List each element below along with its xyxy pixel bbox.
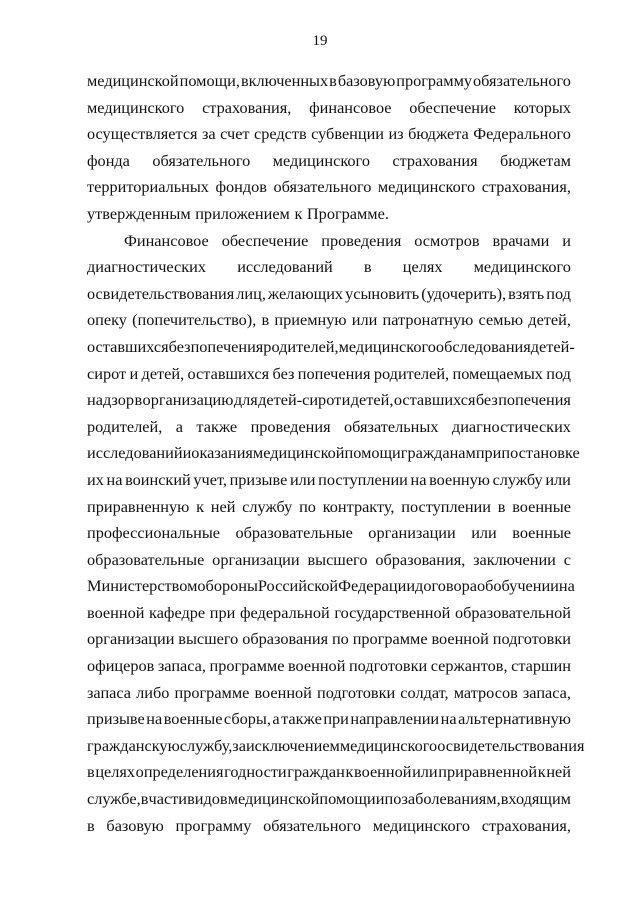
text-line: освидетельствования лиц, желающих усыновить (удочерить), взять под (87, 283, 571, 303)
text-line: их на воинский учет, призыве или поступлении на военную службу или (87, 469, 571, 489)
text-line: Финансовое обеспечение проведения осмотров врачами и (124, 230, 571, 250)
text-line: приравненную к ней службу по контракту, поступлении в военные (87, 496, 571, 516)
text-line: офицеров запаса, программе военной подготовки сержантов, старшин (87, 656, 571, 676)
text-line: родителей, а также проведения обязательных диагностических (87, 416, 571, 436)
text-line: осуществляется за счет средств субвенции из бюджета Федерального (87, 124, 571, 144)
text-line: опеку (попечительство), в приемную или патронатную семью детей, (87, 310, 571, 330)
text-line: военной кафедре при федеральной государственной образовательной (87, 602, 571, 622)
text-line: организации высшего образования по программе военной подготовки (87, 629, 571, 649)
text-line: призыве на военные сборы, а также при направлении на альтернативную (87, 709, 571, 729)
text-line: в целях определения годности граждан к военной или приравненной к ней (87, 762, 571, 782)
page-number: 19 (312, 33, 328, 49)
text-line: Министерством обороны Российской Федерации договора об обучении на (87, 576, 575, 596)
text-line: в базовую программу обязательного медицинского страхования, (87, 815, 571, 835)
text-line: исследований и оказания медицинской помощи гражданам при постановке (87, 443, 580, 463)
text-line: образовательные организации высшего образования, заключении с (87, 549, 571, 569)
text-line: утвержденным приложением к Программе. (87, 203, 389, 223)
text-line: запаса либо программе военной подготовки солдат, матросов запаса, (87, 682, 571, 702)
text-line: надзор в организацию для детей-сирот и детей, оставшихся без попечения (87, 390, 571, 410)
text-line: оставшихся без попечения родителей, медицинского обследования детей- (87, 336, 575, 356)
text-line: территориальных фондов обязательного медицинского страхования, (87, 177, 571, 197)
text-line: медицинского страхования, финансовое обеспечение которых (87, 97, 571, 117)
text-line: медицинской помощи, включенных в базовую программу обязательного (87, 71, 571, 90)
text-line: гражданскую службу, за исключением медицинского освидетельствования (87, 735, 585, 755)
text-line: фонда обязательного медицинского страхования бюджетам (87, 150, 571, 170)
text-line: диагностических исследований в целях медицинского (87, 257, 571, 277)
document-body (87, 71, 585, 843)
text-line: службе, в части видов медицинской помощи и по заболеваниям, входящим (87, 789, 571, 809)
text-line: профессиональные образовательные организации или военные (87, 523, 571, 543)
text-line: сирот и детей, оставшихся без попечения родителей, помещаемых под (87, 363, 571, 383)
